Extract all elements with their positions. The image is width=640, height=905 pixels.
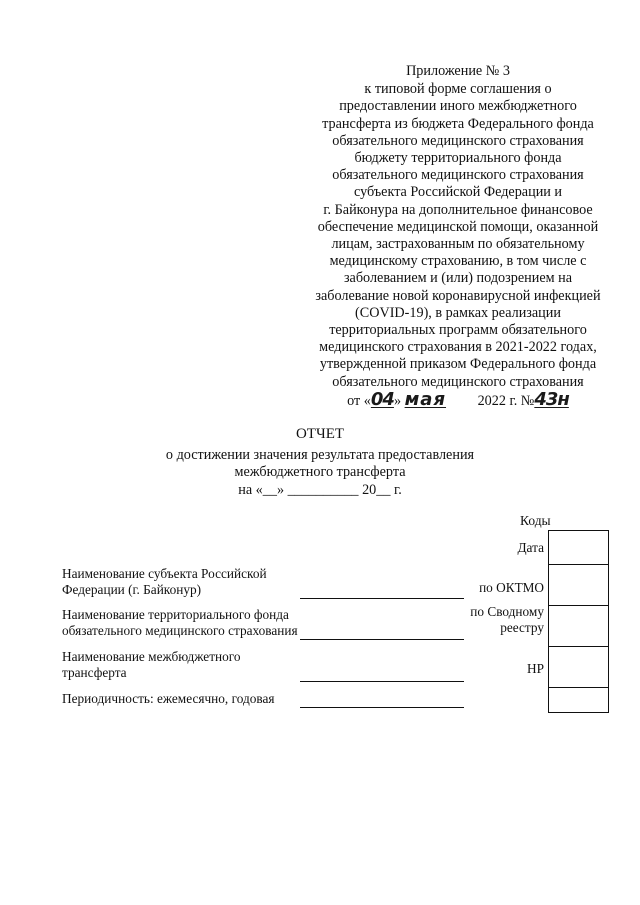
- annex-text-line: заболевание новой коронавирусной инфекцией: [315, 287, 601, 304]
- code-cell-periodicity[interactable]: [549, 688, 608, 717]
- annex-text-line: лицам, застрахованным по обязательному: [331, 236, 585, 253]
- code-label-consolidated-registry: [458, 604, 544, 635]
- field-label-line: Наименование субъекта Российской: [62, 566, 267, 581]
- field-label-subject: [62, 566, 267, 597]
- annex-text-line: обязательного медицинского страхования: [332, 373, 584, 390]
- field-label-line: обязательного медицинского страхования: [62, 622, 298, 638]
- annex-text-line: медицинскому страхованию, в том числе с: [329, 253, 587, 270]
- fund-input-line[interactable]: [300, 639, 464, 640]
- annex-text-line: утвержденной приказом Федерального фонда: [319, 356, 597, 373]
- annex-text-line: обязательного медицинского страхования: [332, 132, 584, 149]
- codes-header: Коды: [520, 513, 551, 528]
- subject-input-line[interactable]: [300, 598, 464, 599]
- annex-text-line: (COVID-19), в рамках реализации: [355, 304, 561, 321]
- annex-text-line: территориальных программ обязательного: [329, 322, 587, 339]
- code-cell-nr[interactable]: [549, 647, 608, 688]
- annex-text-line: г. Байконура на дополнительное финансовое: [323, 201, 593, 218]
- code-cell-date[interactable]: [549, 531, 608, 565]
- annex-text-line: предоставлении иного межбюджетного: [339, 98, 577, 115]
- field-label-fund: [62, 607, 298, 638]
- handwritten-day: 04: [370, 388, 394, 410]
- order-date-line: [294, 388, 622, 410]
- report-heading: ОТЧЕТ: [295, 426, 345, 442]
- annex-text-line: трансферта из бюджета Федерального фонда: [322, 115, 594, 132]
- date-mid: »: [393, 392, 402, 409]
- handwritten-order-number: 43н: [534, 388, 569, 410]
- code-label-oktmo: по ОКТМО: [479, 580, 544, 595]
- annex-text-line: к типовой форме соглашения о: [364, 81, 552, 98]
- annex-text-line: обязательного медицинского страхования: [332, 167, 584, 184]
- annex-text-line: медицинского страхования в 2021-2022 годах,: [319, 339, 597, 356]
- code-label-date: Дата: [517, 540, 544, 555]
- date-year: 2022 г. №: [477, 392, 535, 409]
- date-prefix: от «: [347, 392, 371, 409]
- field-label-transfer: [62, 649, 241, 680]
- annex-text-line: субъекта Российской Федерации и: [353, 184, 563, 201]
- annex-text-line: обеспечение медицинской помощи, оказанной: [317, 218, 599, 235]
- codes-table: [548, 530, 609, 713]
- field-label-periodicity: Периодичность: ежемесячно, годовая: [62, 691, 275, 706]
- periodicity-input-line[interactable]: [300, 707, 464, 708]
- report-subtitle-line: о достижении значения результата предоставления: [165, 447, 475, 464]
- code-label-line: реестру: [500, 619, 544, 635]
- field-label-line: Федерации (г. Байконур): [62, 581, 202, 597]
- code-cell-consolidated-registry[interactable]: [549, 606, 608, 647]
- field-label-line: Наименование межбюджетного: [62, 649, 241, 664]
- annex-title: Приложение № 3: [406, 63, 510, 79]
- report-date-line: на «__» __________ 20__ г.: [238, 481, 402, 498]
- annex-text-line: заболеванием и (или) подозрением на: [343, 270, 573, 287]
- field-label-line: Наименование территориального фонда: [62, 607, 289, 622]
- code-cell-oktmo[interactable]: [549, 565, 608, 606]
- transfer-input-line[interactable]: [300, 681, 464, 682]
- report-subtitle-line: межбюджетного трансферта: [234, 464, 406, 481]
- code-label-line: по Сводному: [470, 604, 544, 619]
- handwritten-month: мая: [404, 388, 447, 410]
- field-label-line: трансферта: [62, 664, 127, 680]
- annex-text-line: бюджету территориального фонда: [354, 150, 562, 167]
- code-label-nr: НР: [527, 661, 544, 676]
- annex-header: [294, 63, 622, 410]
- report-title-block: [110, 426, 530, 499]
